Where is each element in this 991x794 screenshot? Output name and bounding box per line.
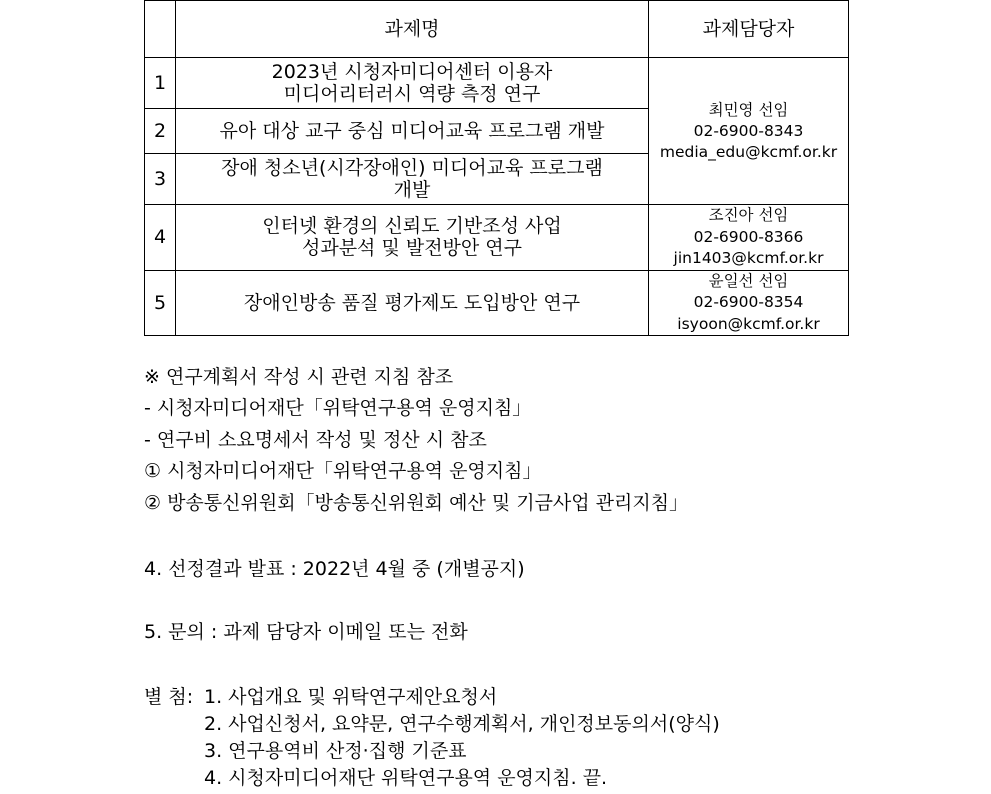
table-row xyxy=(145,58,849,109)
contact-phone: 02-6900-8366 xyxy=(693,227,804,246)
row-title-line: 성과분석 및 발전방안 연구 xyxy=(301,237,522,260)
inquiry-line: 5. 문의 : 과제 담당자 이메일 또는 전화 xyxy=(144,621,468,643)
row-title xyxy=(176,205,649,271)
contact-email: media_edu@kcmf.or.kr xyxy=(659,142,838,161)
contact-email: jin1403@kcmf.or.kr xyxy=(673,249,824,267)
contact-name: 최민영 선임 xyxy=(708,100,789,119)
row-title-line: 개발 xyxy=(393,179,431,201)
attachment-item: 4. 시청자미디어재단 위탁연구용역 운영지침. 끝. xyxy=(204,767,608,789)
row-title-line: 유아 대상 교구 중심 미디어교육 프로그램 개발 xyxy=(219,120,605,142)
attachments-label: 별 첨: xyxy=(144,686,194,708)
note-line: ② 방송통신위원회「방송통신위원회 예산 및 기금사업 관리지침」 xyxy=(144,492,689,514)
attachment-item: 2. 사업신청서, 요약문, 연구수행계획서, 개인정보동의서(양식) xyxy=(204,713,720,735)
row-title xyxy=(176,154,649,205)
row-number: 5 xyxy=(145,270,176,336)
row-number: 3 xyxy=(145,154,176,205)
row-title xyxy=(176,58,649,109)
row-title-line: 2023년 시청자미디어센터 이용자 xyxy=(271,61,553,83)
note-line: - 시청자미디어재단「위탁연구용역 운영지침」 xyxy=(144,397,532,419)
note-line: ① 시청자미디어재단「위탁연구용역 운영지침」 xyxy=(144,460,542,482)
row-number: 4 xyxy=(145,205,176,271)
table-row xyxy=(145,205,849,271)
header-contact-cell: 과제담당자 xyxy=(649,1,849,58)
note-line: ※ 연구계획서 작성 시 관련 지침 참조 xyxy=(144,366,454,388)
header-title-cell: 과제명 xyxy=(176,1,649,58)
table-row xyxy=(145,270,849,336)
row-title xyxy=(176,270,649,336)
announcement-line: 4. 선정결과 발표 : 2022년 4월 중 (개별공지) xyxy=(144,558,525,580)
row-number: 1 xyxy=(145,58,176,109)
contact-phone: 02-6900-8354 xyxy=(693,293,804,311)
row-title-line: 인터넷 환경의 신뢰도 기반조성 사업 xyxy=(262,215,562,238)
contact-name: 윤일선 선임 xyxy=(708,271,789,290)
row-number: 2 xyxy=(145,109,176,154)
attachment-item: 3. 연구용역비 산정·집행 기준표 xyxy=(204,740,467,762)
contact-name: 조진아 선임 xyxy=(708,206,789,224)
contact-email: isyoon@kcmf.or.kr xyxy=(677,314,820,333)
contact-cell xyxy=(649,205,849,271)
contact-cell xyxy=(649,58,849,205)
attachment-item: 1. 사업개요 및 위탁연구제안요청서 xyxy=(204,686,498,708)
row-title-line: 미디어리터러시 역량 측정 연구 xyxy=(283,83,541,105)
contact-phone: 02-6900-8343 xyxy=(693,121,804,140)
row-title-line: 장애인방송 품질 평가제도 도입방안 연구 xyxy=(243,291,581,314)
table-header-row xyxy=(145,1,849,58)
row-title xyxy=(176,109,649,154)
row-title-line: 장애 청소년(시각장애인) 미디어교육 프로그램 xyxy=(221,157,603,179)
contact-cell xyxy=(649,270,849,336)
header-number-cell xyxy=(145,1,176,58)
task-table xyxy=(144,0,849,336)
note-line: - 연구비 소요명세서 작성 및 정산 시 참조 xyxy=(144,429,487,451)
